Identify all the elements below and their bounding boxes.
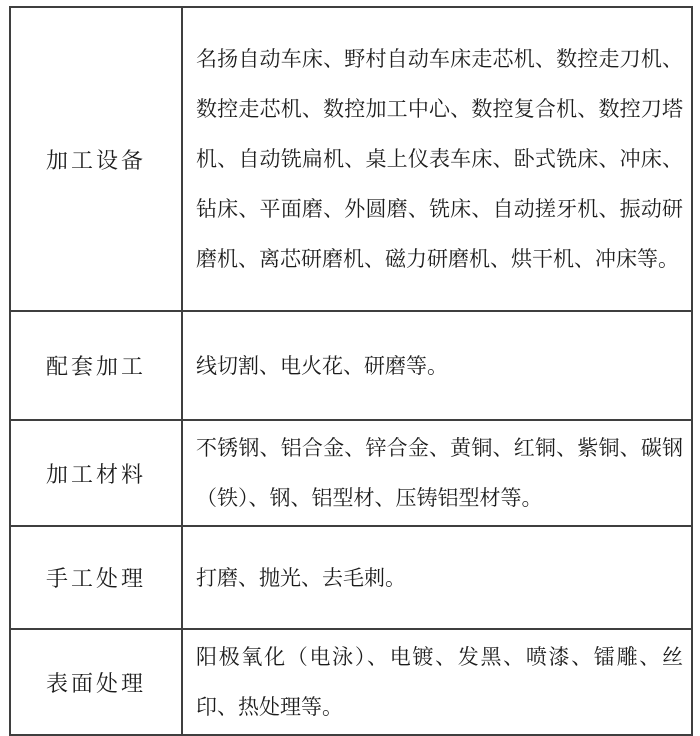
row-content-processing-equipment: 名扬自动车床、野村自动车床走芯机、数控走刀机、数控走芯机、数控加工中心、数控复合机、数控刀塔机、自动铣扁机、桌上仪表车床、卧式铣床、冲床、钻床、平面磨、外圆磨、铣床、自动搓牙机、振动研磨机、离芯研磨机、磁力研磨机、烘干机、冲床等。 [182, 7, 692, 311]
table-row [10, 420, 692, 526]
row-content-surface-treatment: 阳极氧化（电泳）、电镀、发黑、喷漆、镭雕、丝印、热处理等。 [182, 629, 692, 735]
row-content-processing-materials: 不锈钢、铝合金、锌合金、黄铜、红铜、紫铜、碳钢（铁）、钢、铝型材、压铸铝型材等。 [182, 420, 692, 526]
table-row [10, 311, 692, 420]
row-label-processing-materials: 加工材料 [10, 420, 182, 526]
spec-table [9, 6, 693, 736]
row-label-manual-processing: 手工处理 [10, 526, 182, 629]
table-row [10, 629, 692, 735]
row-label-processing-equipment: 加工设备 [10, 7, 182, 311]
table-row [10, 526, 692, 629]
table-row [10, 7, 692, 311]
row-label-surface-treatment: 表面处理 [10, 629, 182, 735]
row-content-supporting-processing: 线切割、电火花、研磨等。 [182, 311, 692, 420]
row-label-supporting-processing: 配套加工 [10, 311, 182, 420]
row-content-manual-processing: 打磨、抛光、去毛刺。 [182, 526, 692, 629]
